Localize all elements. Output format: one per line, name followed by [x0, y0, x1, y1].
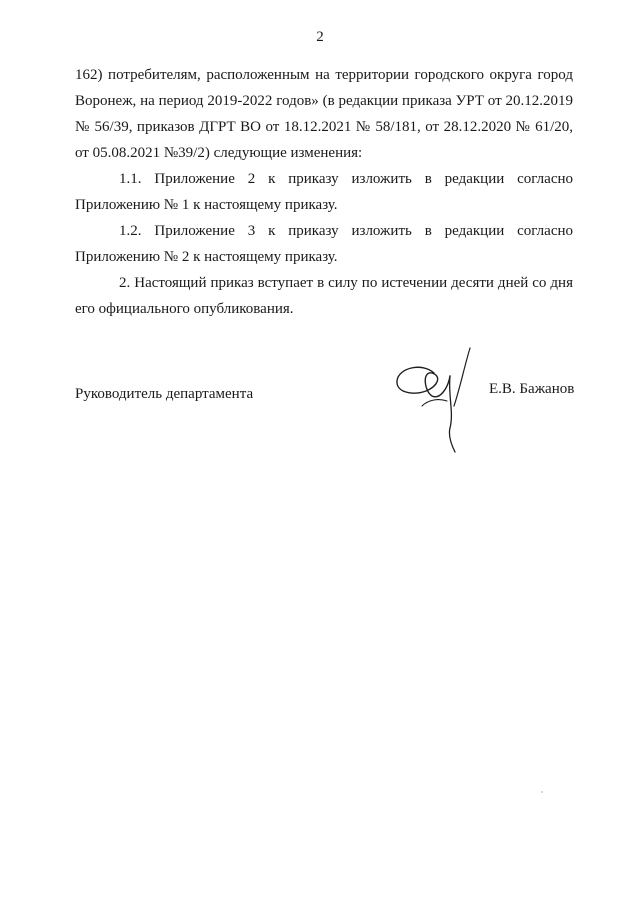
paragraph-line: Воронеж, на период 2019-2022 годов» (в редакции приказа УРТ от 20.12.2019	[75, 93, 573, 109]
item-2	[75, 270, 573, 322]
item-line: 1.2. Приложение 3 к приказу изложить в редакции согласно	[119, 223, 573, 239]
handwritten-signature	[392, 346, 484, 454]
paragraph-line: 162) потребителям, расположенным на территории городского округа город	[75, 67, 573, 83]
item-line: 2. Настоящий приказ вступает в силу по истечении десяти дней со дня	[119, 275, 573, 291]
body-paragraph	[75, 62, 573, 166]
item-line: Приложению № 2 к настоящему приказу.	[75, 249, 338, 265]
item-line: 1.1. Приложение 2 к приказу изложить в редакции согласно	[119, 171, 573, 187]
page-number: 2	[316, 29, 324, 45]
paragraph-line: № 56/39, приказов ДГРТ ВО от 18.12.2021 № 58/181, от 28.12.2020 № 61/20,	[75, 119, 573, 135]
paragraph-line: от 05.08.2021 №39/2) следующие изменения:	[75, 145, 363, 161]
item-line: Приложению № 1 к настоящему приказу.	[75, 197, 338, 213]
signatory-name: Е.В. Бажанов	[489, 381, 575, 397]
signatory-title: Руководитель департамента	[75, 386, 254, 402]
item-line: его официального опубликования.	[75, 301, 294, 317]
scan-speck	[541, 791, 543, 793]
item-1-1	[75, 166, 573, 218]
item-1-2	[75, 218, 573, 270]
